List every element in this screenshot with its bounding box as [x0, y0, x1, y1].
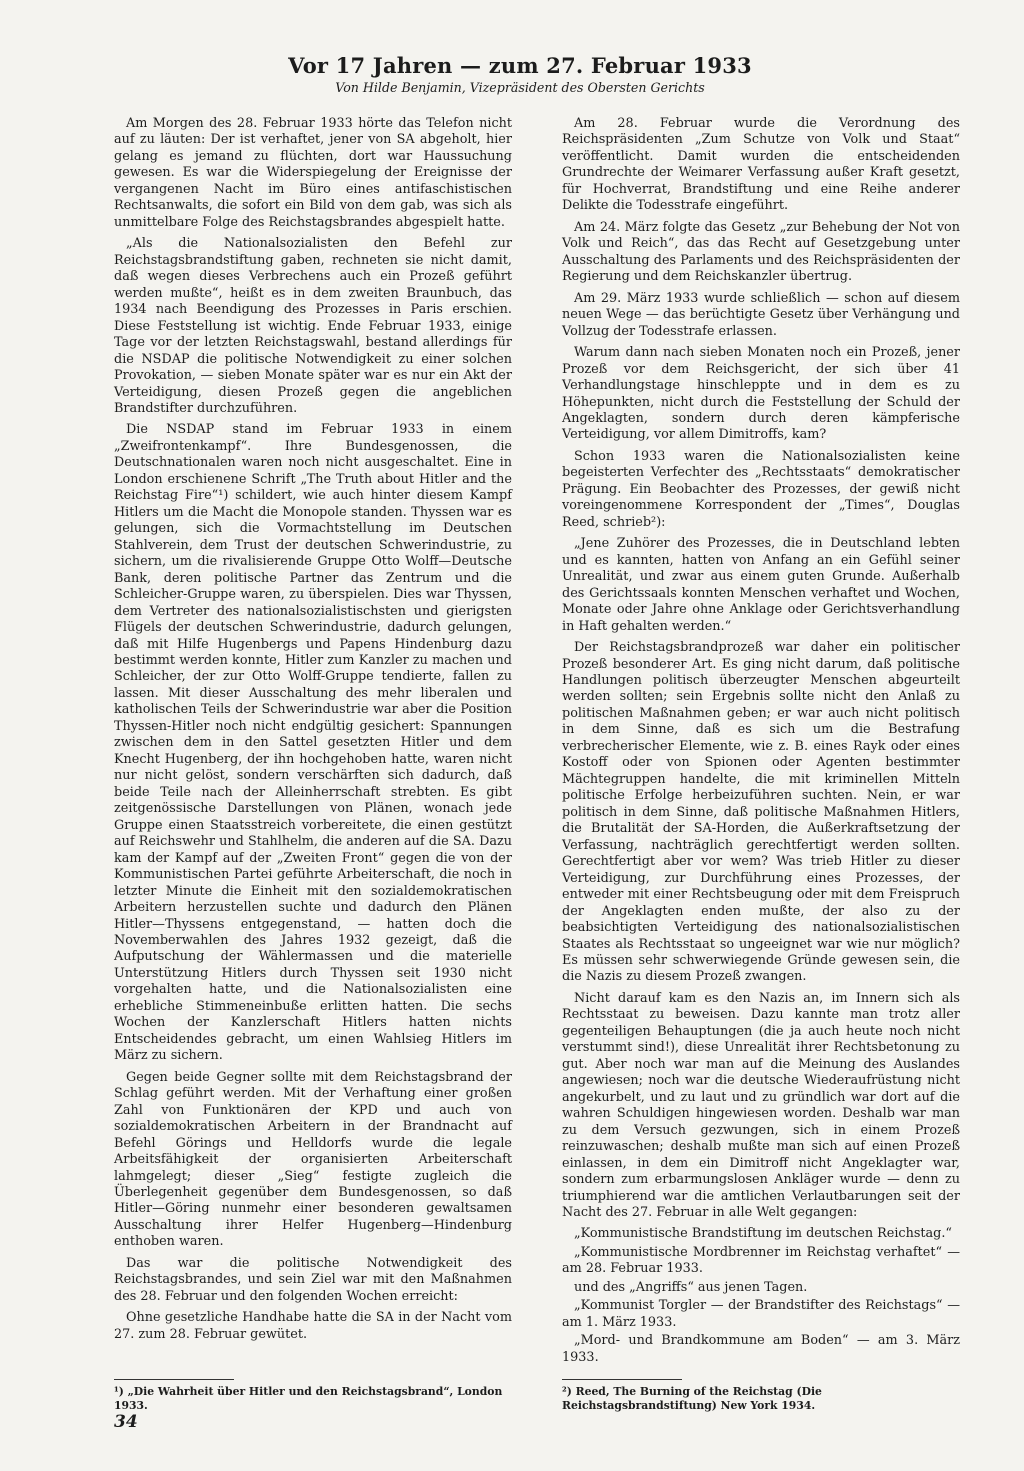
paragraph: Am 29. März 1933 wurde schließlich — schon auf diesem neuen Wege — das berüchtigte Gesetz über Verhängung und Vollzug der Todesstrafe erlassen.	[562, 290, 960, 339]
paragraph: Am Morgen des 28. Februar 1933 hörte das Telefon nicht auf zu läuten: Der ist verhaftet, jener von SA abgeholt, hier gelang es jemand zu flüchten, dort war Haussuchung gewesen. Es war die Widerspiegelung der Ereignisse der vergangenen Nacht im Büro eines antifaschistischen Rechtsanwalts, die sofort ein Bild von dem gab, was sich als unmittelbare Folge des Reichstagsbrandes abgespielt hatte.	[114, 116, 512, 230]
headline-quote: „Mord- und Brandkommune am Boden“ — am 3. März 1933.	[562, 1333, 960, 1365]
paragraph: Die NSDAP stand im Februar 1933 in einem „Zweifrontenkampf“. Ihre Bundesgenossen, die Deutschnationalen waren noch nicht ausgeschaltet. Eine in London erschienene Schrift „The Truth about Hitler and the Reichstag Fire“¹) schildert, wie auch hinter diesem Kampf Hitlers um die Macht die Monopole standen. Thyssen war es gelungen, sich die Vormachtstellung im Deutschen Stahlverein, dem Trust der deutschen Schwerindustrie, zu sichern, um die rivalisierende Gruppe Otto Wolff—Deutsche Bank, deren politische Partner das Zentrum und die Schleicher-Gruppe waren, zu überspielen. Dies war Thyssen, dem Vertreter des nationalsozialistischsten und gierigsten Flügels der deutschen Schwerindustrie, dadurch gelungen, daß mit Hilfe Hugenbergs und Papens Hindenburg dazu bestimmt werden konnte, Hitler zum Kanzler zu machen und Schleicher, der zur Otto Wolff-Gruppe tendierte, fallen zu lassen. Mit dieser Ausschaltung des mehr liberalen und katholischen Teils der Schwerindustrie war aber die Position Thyssen-Hitler noch nicht endgültig gesichert: Spannungen zwischen dem in den Sattel gesetzten Hitler und dem Knecht Hugenberg, der ihn hochgehoben hatte, waren nicht nur nicht gelöst, sondern verschärften sich dadurch, daß beide Teile nach der Alleinherrschaft strebten. Es gibt zeitgenössische Darstellungen von Plänen, wonach jede Gruppe einen Staatsstreich vorbereitete, die einen gestützt auf Reichswehr und Stahlhelm, die anderen auf die SA. Dazu kam der Kampf auf der „Zweiten Front“ gegen die von der Kommunistischen Partei geführte Arbeiterschaft, die noch in letzter Minute die Einheit mit den sozialdemokratischen Arbeitern herzustellen suchte und dadurch den Plänen Hitler—Thyssens entgegenstand, — hatten doch die Novemberwahlen des Jahres 1932 gezeigt, daß die Aufputschung der Wählermassen und die materielle Unterstützung Hitlers durch Thyssen seit 1930 nicht vorgehalten hatte, und die Nationalsozialisten eine erhebliche Stimmeneinbuße erlitten hatten. Die sechs Wochen der Kanzlerschaft Hitlers hatten nichts Entscheidendes gebracht, um einen Wahlsieg Hitlers im März zu sichern.	[114, 422, 512, 1064]
paragraph: Am 24. März folgte das Gesetz „zur Behebung der Not von Volk und Reich“, das das Recht auf Gesetzgebung unter Ausschaltung des Parlaments und des Reichspräsidenten der Regierung und dem Reichskanzler übertrug.	[562, 219, 960, 285]
page-number: 34	[114, 1412, 138, 1432]
headline-quote: „Kommunistische Mordbrenner im Reichstag verhaftet“ — am 28. Februar 1933.	[562, 1244, 960, 1277]
paragraph: Am 28. Februar wurde die Verordnung des Reichspräsidenten „Zum Schutze von Volk und Staat“ veröffentlicht. Damit wurden die entscheidenden Grundrechte der Weimarer Verfassung außer Kraft gesetzt, für Hochverrat, Brandstiftung und eine Reihe anderer Delikte die Todesstrafe eingeführt.	[562, 116, 960, 214]
paragraph: Das war die politische Notwendigkeit des Reichstagsbrandes, und sein Ziel war mit den Maßnahmen des 28. Februar und den folgenden Wochen erreicht:	[114, 1255, 512, 1304]
headline-quote: „Kommunist Torgler — der Brandstifter des Reichstags“ — am 1. März 1933.	[562, 1298, 960, 1330]
article-byline: Von Hilde Benjamin, Vizepräsident des Obersten Gerichts	[335, 80, 705, 95]
paragraph: Nicht darauf kam es den Nazis an, im Innern sich als Rechtsstaat zu beweisen. Dazu kannte man trotz aller gegenteiligen Behauptungen (die ja auch heute noch nicht verstummt sind!), diese Unrealität ihrer Rechtsbetonung zu gut. Aber noch war man auf die Meinung des Auslandes angewiesen; noch war die deutsche Wiederaufrüstung nicht angekurbelt, und zu laut und zu gründlich war dort auf die wahren Schuldigen hingewiesen worden. Deshalb war man zu dem Versuch gezwungen, sich in einem Prozeß reinzuwaschen; deshalb mußte man sich auf einen Prozeß einlassen, in dem ein Dimitroff nicht Angeklagter war, sondern zum erbarmungslosen Ankläger wurde — denn zu triumphierend war die amtlichen Verlautbarungen seit der Nacht des 27. Februar in alle Welt gegangen:	[562, 990, 960, 1220]
paragraph: Warum dann nach sieben Monaten noch ein Prozeß, jener Prozeß vor dem Reichsgericht, der sich über 41 Verhandlungstage hinschleppte und in dem es zu Höhepunkten, nicht durch die Feststellung der Schuld der Angeklagten, sondern durch deren kämpferische Verteidigung, vor allem Dimitroffs, kam?	[562, 345, 960, 443]
footnote-divider	[562, 1379, 682, 1380]
headline-quote: und des „Angriffs“ aus jenen Tagen.	[574, 1279, 808, 1295]
paragraph: Der Reichstagsbrandprozeß war daher ein politischer Prozeß besonderer Art. Es ging nicht darum, daß politische Handlungen politisch überzeugter Menschen abgeurteilt werden sollten; sein Ergebnis sollte nicht den Anlaß zu politischen Maßnahmen geben; er war auch nicht politisch in dem Sinne, daß es sich um die Bestrafung verbrecherischer Elemente, wie z. B. eines Rayk oder eines Kostoff oder von Spionen oder Agenten bestimmter Mächtegruppen handelte, die mit kriminellen Mitteln politische Erfolge herbeizuführen suchten. Nein, er war politisch in dem Sinne, daß politische Maßnahmen Hitlers, die Brutalität der SA-Horden, die Außerkraftsetzung der Verfassung, nachträglich gerechtfertigt werden sollten. Gerechtfertigt aber vor wem? Was trieb Hitler zu dieser Verteidigung, zur Durchführung eines Prozesses, der entweder mit einer Rechtsbeugung oder mit dem Freispruch der Angeklagten enden mußte, der also zu der beabsichtigten Verteidigung des nationalsozialistischen Staates als Rechtsstaat so ungeeignet war wie nur möglich? Es müssen sehr schwerwiegende Gründe gewesen sein, die die Nazis zu diesem Prozeß zwangen.	[562, 640, 960, 985]
quotation: „Jene Zuhörer des Prozesses, die in Deutschland lebten und es kannten, hatten von Anfang an ein Gefühl seiner Unrealität, und zwar aus einem guten Grunde. Außerhalb des Gerichtssaals konnten Menschen verhaftet und Wochen, Monate oder Jahre ohne Anklage oder Gerichtsverhandlung in Haft gehalten werden.“	[562, 536, 960, 634]
footnote-divider	[114, 1379, 234, 1380]
paragraph: Schon 1933 waren die Nationalsozialisten keine begeisterten Verfechter des „Rechtsstaats“ demokratischer Prägung. Ein Beobachter des Prozesses, der gewiß nicht voreingenommene Korrespondent der „Times“, Douglas Reed, schrieb²):	[562, 448, 960, 530]
left-column	[114, 116, 512, 1348]
article-title: Vor 17 Jahren — zum 27. Februar 1933	[288, 53, 752, 78]
paragraph: „Als die Nationalsozialisten den Befehl zur Reichstagsbrandstiftung gaben, rechneten sie nicht damit, daß wegen dieses Verbrechens auch ein Prozeß geführt werden mußte“, heißt es in dem zweiten Braunbuch, das 1934 nach Beendigung des Prozesses in Paris erschien. Diese Feststellung ist wichtig. Ende Februar 1933, einige Tage vor der letzten Reichstagswahl, bestand allerdings für die NSDAP die politische Notwendigkeit zu einer solchen Provokation, — sieben Monate später war es nur ein Akt der Verteidigung, diesen Prozeß gegen die angeblichen Brandstifter durchzuführen.	[114, 236, 512, 416]
footnote-2: ²) Reed, The Burning of the Reichstag (Die Reichstagsbrandstiftung) New York 1934.	[562, 1385, 822, 1412]
headline-quote: „Kommunistische Brandstiftung im deutschen Reichstag.“	[574, 1226, 952, 1242]
paragraph: Gegen beide Gegner sollte mit dem Reichstagsbrand der Schlag geführt werden. Mit der Verhaftung einer großen Zahl von Funktionären der KPD und auch von sozialdemokratischen Arbeitern in der Brandnacht auf Befehl Görings und Helldorfs wurde die legale Arbeitsfähigkeit der organisierten Arbeiterschaft lahmgelegt; dieser „Sieg“ festigte zugleich die Überlegenheit gegenüber dem Bundesgenossen, so daß Hitler—Göring nunmehr einer besonderen gewaltsamen Ausschaltung ihrer Helfer Hugenberg—Hindenburg enthoben waren.	[114, 1069, 512, 1250]
right-column	[562, 116, 960, 1368]
footnote-1: ¹) „Die Wahrheit über Hitler und den Reichstagsbrand“, London 1933.	[114, 1385, 503, 1412]
paragraph: Ohne gesetzliche Handhabe hatte die SA in der Nacht vom 27. zum 28. Februar gewütet.	[114, 1310, 512, 1342]
